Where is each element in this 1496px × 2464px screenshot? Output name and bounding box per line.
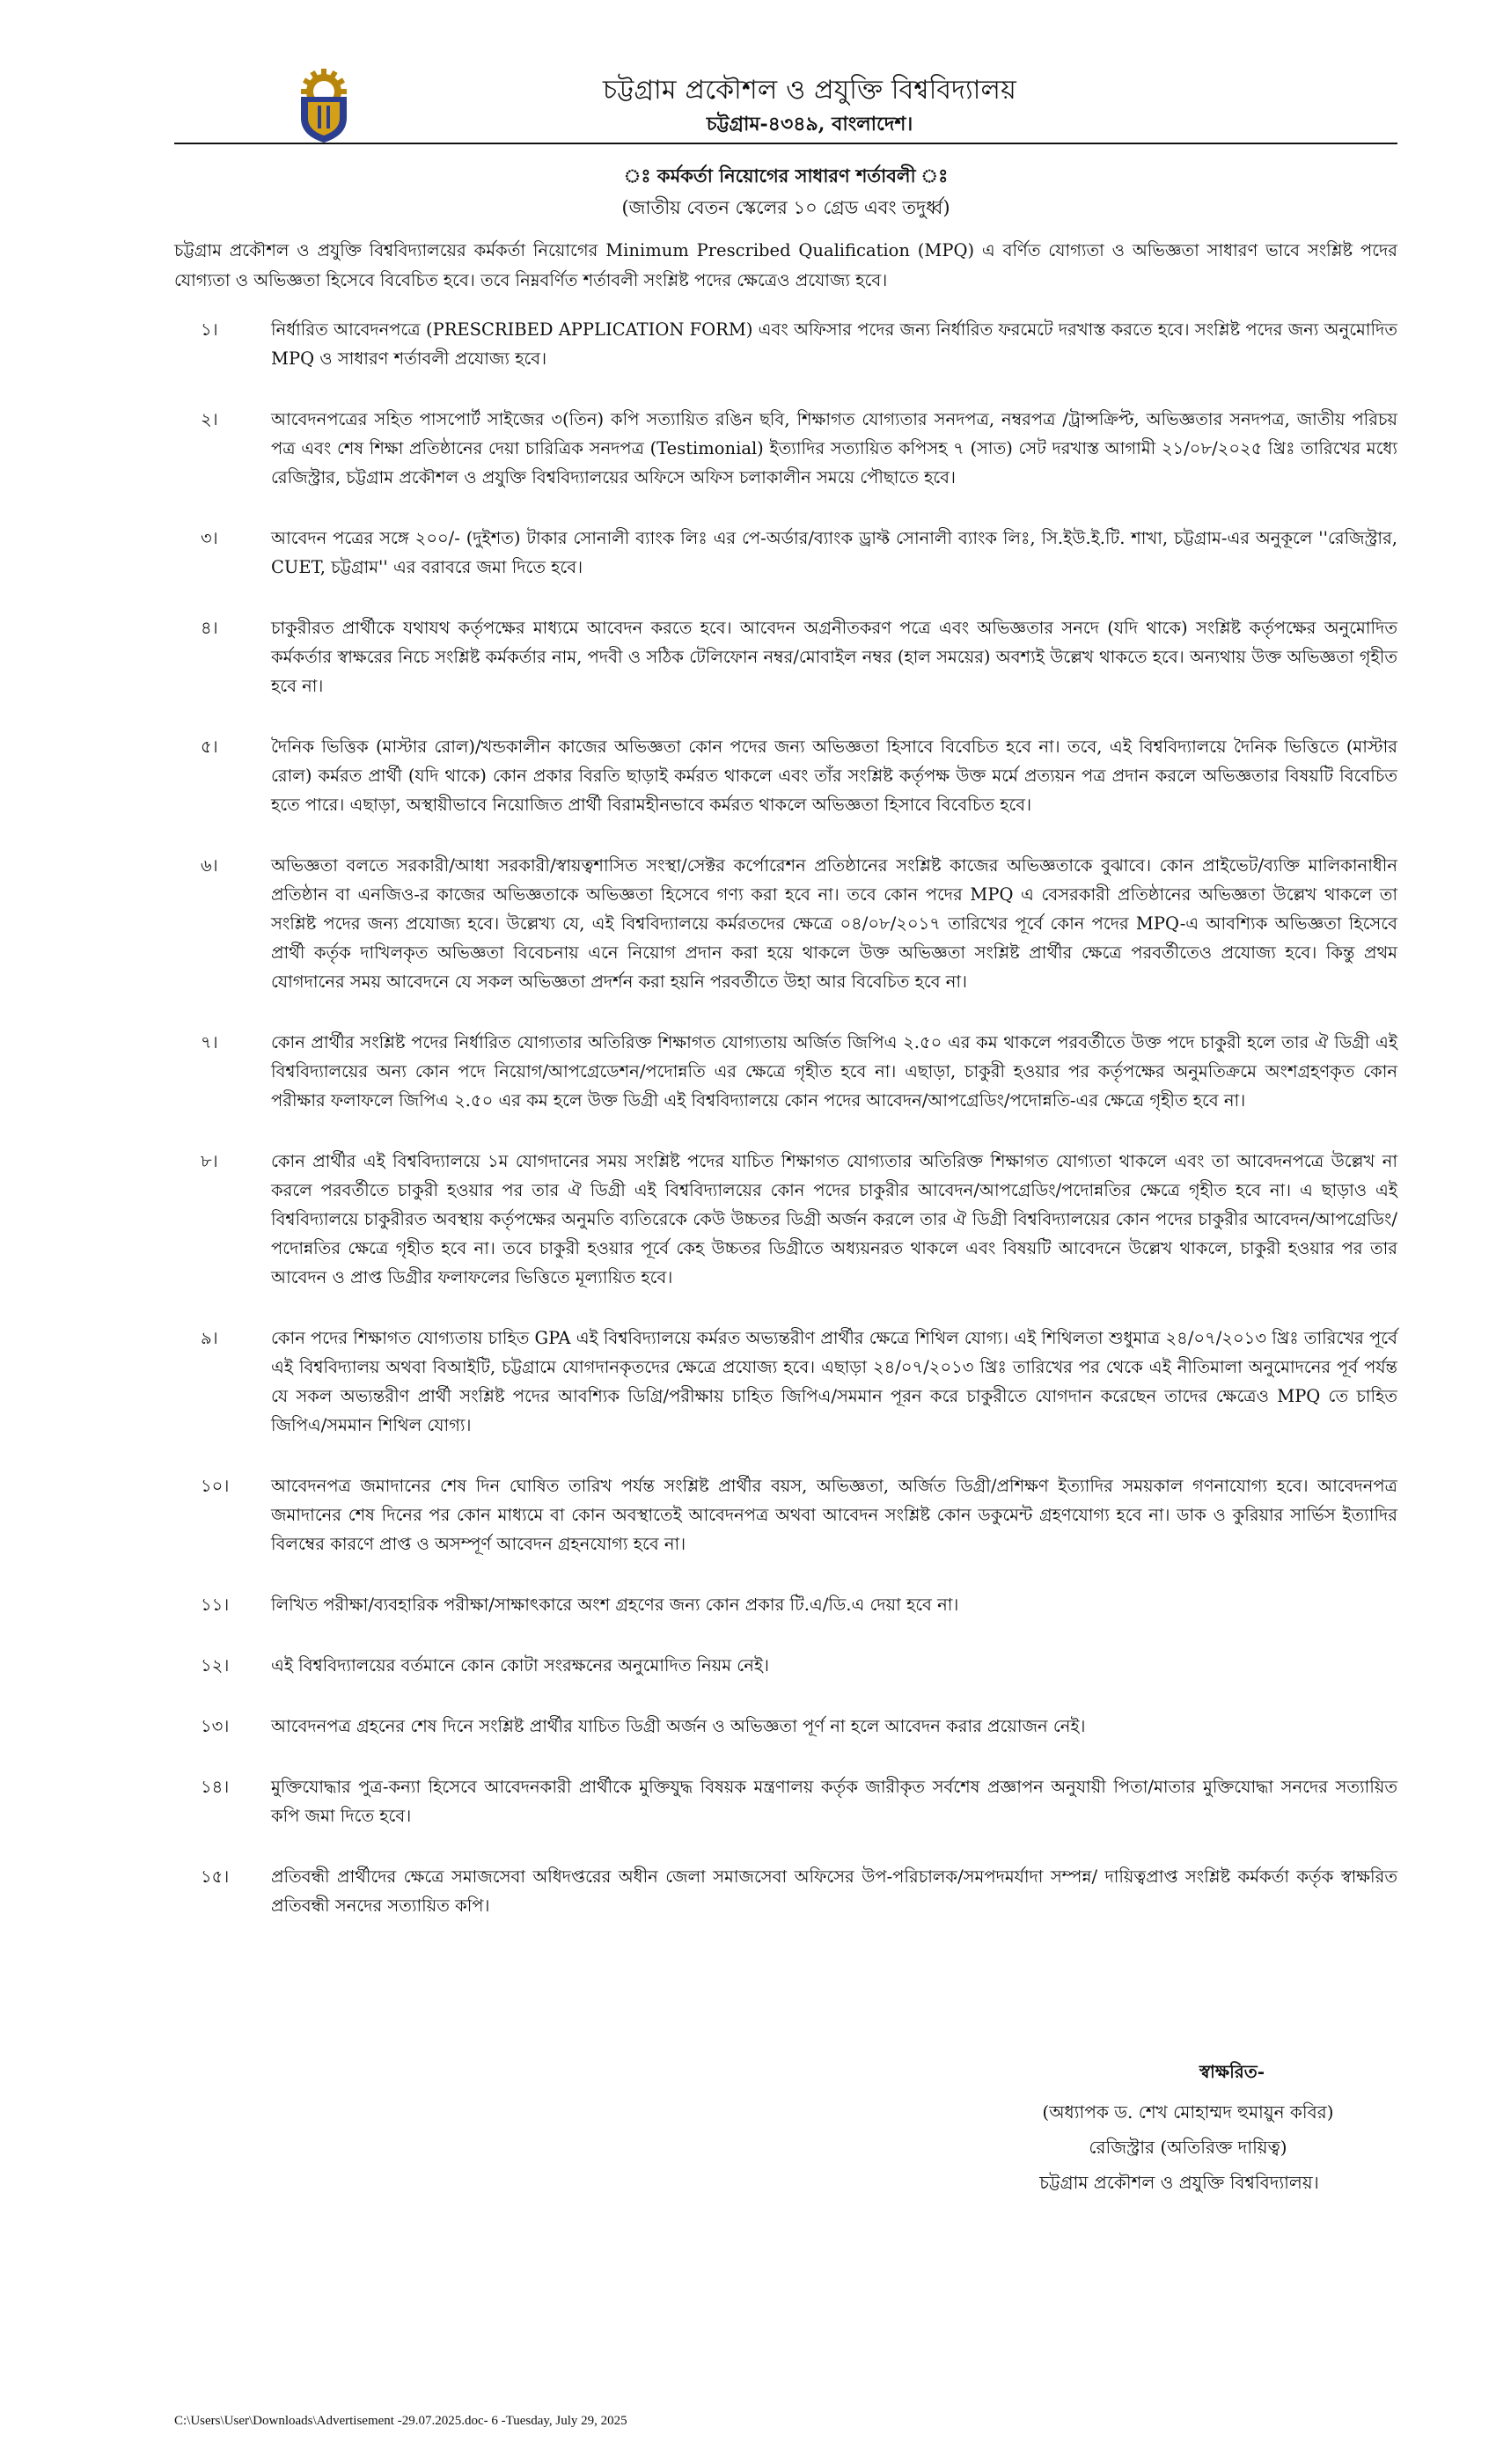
condition-text: কোন পদের শিক্ষাগত যোগ্যতায় চাহিত GPA এই বিশ্ববিদ্যালয়ে কর্মরত অভ্যন্তরীণ প্রার্থীর ক্ষেত্রে শিথিল যোগ্য। এই শিথিলতা শুধুমাত্র ২৪/০৭/২০১৩ খ্রিঃ তারিখের পূর্বে এই বিশ্ববিদ্যালয় অথবা বিআইটি, চট্টগ্রামে যোগদানকৃতদের ক্ষেত্রে প্রযোজ্য হবে। এছাড়া ২৪/০৭/২০১৩ খ্রিঃ তারিখের পর থেকে এই নীতিমালা অনুমোদনের পূর্ব পর্যন্ত যে সকল অভ্যন্তরীণ প্রার্থী সংশ্লিষ্ট পদের আবশ্যিক ডিগ্রি/পরীক্ষায় চাহিত জিপিএ/সমমান পূরন করে চাকুরীতে যোগদান করেছেন তাদের ক্ষেত্রেও MPQ তে চাহিত জিপিএ/সমমান শিথিল যোগ্য।: [271, 1328, 1397, 1435]
university-name: চট্টগ্রাম প্রকৌশল ও প্রযুক্তি বিশ্ববিদ্যালয়: [603, 75, 1016, 106]
condition-item: [174, 405, 1397, 492]
condition-number: ৮।: [201, 1151, 218, 1171]
condition-item: [174, 732, 1397, 819]
signatory-designation: রেজিস্ট্রার (অতিরিক্ত দায়িত্ব): [1089, 2137, 1287, 2158]
condition-text: নির্ধারিত আবেদনপত্রে (PRESCRIBED APPLICATION FORM) এবং অফিসার পদের জন্য নির্ধারিত ফরমেটে দরখাস্ত করতে হবে। সংশ্লিষ্ট পদের জন্য অনুমোদিত MPQ ও সাধারণ শর্তাবলী প্রযোজ্য হবে।: [271, 319, 1397, 369]
condition-number: ১৪।: [201, 1777, 230, 1797]
signatory-organization: চট্টগ্রাম প্রকৌশল ও প্রযুক্তি বিশ্ববিদ্যালয়।: [1039, 2172, 1319, 2193]
condition-text: লিখিত পরীক্ষা/ব্যবহারিক পরীক্ষা/সাক্ষাৎকারে অংশ গ্রহণের জন্য কোন প্রকার টি.এ/ডি.এ দেয়া হবে না।: [271, 1595, 959, 1615]
document-title: ঃ কর্মকর্তা নিয়োগের সাধারণ শর্তাবলী ঃ: [623, 165, 949, 187]
header-divider: [174, 143, 1397, 144]
condition-item: [174, 1772, 1397, 1830]
condition-item: [174, 1590, 1397, 1619]
condition-text: চাকুরীরত প্রার্থীকে যথাযথ কর্তৃপক্ষের মাধ্যমে আবেদন করতে হবে। আবেদন অগ্রনীতকরণ পত্রে এবং অভিজ্ঞতার সনদে (যদি থাকে) সংশ্লিষ্ট কর্তৃপক্ষের অনুমোদিত কর্মকর্তার স্বাক্ষরের নিচে সংশ্লিষ্ট কর্মকর্তার নাম, পদবী ও সঠিক টেলিফোন নম্বর/মোবাইল নম্বর (হাল সময়ের) অবশ্যই উল্লেখ থাকতে হবে। অন্যথায় উক্ত অভিজ্ঞতা গৃহীত হবে না।: [271, 618, 1397, 696]
condition-text: প্রতিবন্ধী প্রার্থীদের ক্ষেত্রে সমাজসেবা অধিদপ্তরের অধীন জেলা সমাজসেবা অফিসের উপ-পরিচালক/সমপদমর্যাদা সম্পন্ন/ দায়িত্বপ্রাপ্ত সংশ্লিষ্ট কর্মকর্তা কর্তৃক স্বাক্ষরিত প্রতিবন্ধী সনদের সত্যায়িত কপি।: [271, 1866, 1397, 1916]
condition-number: ৬।: [201, 855, 218, 876]
condition-number: ১।: [201, 319, 218, 340]
condition-item: [174, 851, 1397, 996]
condition-number: ৫।: [201, 737, 218, 757]
condition-item: [174, 524, 1397, 582]
condition-text: এই বিশ্ববিদ্যালয়ের বর্তমানে কোন কোটা সংরক্ষনের অনুমোদিত নিয়ম নেই।: [271, 1655, 769, 1676]
condition-text: আবেদনপত্র গ্রহনের শেষ দিনে সংশ্লিষ্ট প্রার্থীর যাচিত ডিগ্রী অর্জন ও অভিজ্ঞতা পূর্ণ না হলে আবেদন করার প্রয়োজন নেই।: [271, 1716, 1086, 1736]
condition-text: কোন প্রার্থীর এই বিশ্ববিদ্যালয়ে ১ম যোগদানের সময় সংশ্লিষ্ট পদের যাচিত শিক্ষাগত যোগ্যতার অতিরিক্ত শিক্ষাগত যোগ্যতা থাকলে এবং তা আবেদনপত্রে উল্লেখ না করলে পরবর্তীতে চাকুরী হওয়ার পর তার ঐ ডিগ্রী এই বিশ্ববিদ্যালয়ের কোন পদের চাকুরীর আবেদন/আপগ্রেডিং/পদোন্নতির ক্ষেত্রে গৃহীত হবে না। এ ছাড়াও এই বিশ্ববিদ্যালয়ে চাকুরীরত অবস্থায় কর্তৃপক্ষের অনুমতি ব্যতিরেকে কেউ উচ্চতর ডিগ্রী অর্জন করলে তার ঐ ডিগ্রী বিশ্ববিদ্যালয়ের কোন পদের চাকুরীর আবেদন/আপগ্রেডিং/পদোন্নতির ক্ষেত্রে গৃহীত হবে না। তবে চাকুরী হওয়ার পূর্বে কেহ উচ্চতর ডিগ্রীতে অধ্যয়নরত থাকলে এবং বিষয়টি আবেদনে উল্লেখ থাকলে, চাকুরী হওয়ার পর তার আবেদন ও প্রাপ্ত ডিগ্রীর ফলাফলের ভিত্তিতে মূল্যায়িত হবে।: [271, 1151, 1397, 1287]
condition-number: ৪।: [201, 618, 218, 638]
condition-text: মুক্তিযোদ্ধার পুত্র-কন্যা হিসেবে আবেদনকারী প্রার্থীকে মুক্তিযুদ্ধ বিষয়ক মন্ত্রণালয় কর্তৃক জারীকৃত সর্বশেষ প্রজ্ঞাপন অনুযায়ী পিতা/মাতার মুক্তিযোদ্ধা সনদের সত্যায়িত কপি জমা দিতে হবে।: [271, 1777, 1397, 1826]
condition-number: ৯।: [201, 1328, 218, 1348]
condition-item: [174, 613, 1397, 700]
condition-number: ১১।: [201, 1595, 230, 1615]
condition-item: [174, 1147, 1397, 1292]
condition-text: কোন প্রার্থীর সংশ্লিষ্ট পদের নির্ধারিত যোগ্যতার অতিরিক্ত শিক্ষাগত যোগ্যতায় অর্জিত জিপিএ ২.৫০ এর কম থাকলে পরবর্তীতে উক্ত পদে চাকুরী হলে তার ঐ ডিগ্রী এই বিশ্ববিদ্যালয়ের অন্য কোন পদে নিয়োগ/আপগ্রেডেশন/পদোন্নতি এর ক্ষেত্রে গৃহীত হবে না। এছাড়া, চাকুরী হওয়ার পর কর্তৃপক্ষের অনুমতিক্রমে অংশগ্রহণকৃত কোন পরীক্ষার ফলাফলে জিপিএ ২.৫০ এর কম হলে উক্ত ডিগ্রী এই বিশ্ববিদ্যালয়ে কোন পদের আবেদন/আপগ্রেডিং/পদোন্নতি-এর ক্ষেত্রে গৃহীত হবে না।: [271, 1032, 1397, 1111]
condition-number: ৩।: [201, 528, 218, 548]
condition-text: আবেদনপত্র জমাদানের শেষ দিন ঘোষিত তারিখ পর্যন্ত সংশ্লিষ্ট প্রার্থীর বয়স, অভিজ্ঞতা, অর্জিত ডিগ্রী/প্রশিক্ষণ ইত্যাদির সময়কাল গণনাযোগ্য হবে। আবেদনপত্র জমাদানের শেষ দিনের পর কোন মাধ্যমে বা কোন অবস্থাতেই আবেদনপত্র অথবা আবেদন সংশ্লিষ্ট কোন ডকুমেন্ট গ্রহণযোগ্য হবে না। ডাক ও কুরিয়ার সার্ভিস ইত্যাদির বিলম্বের কারণে প্রাপ্ত ও অসম্পূর্ণ আবেদন গ্রহনযোগ্য হবে না।: [271, 1476, 1397, 1554]
condition-number: ১৫।: [201, 1866, 230, 1887]
file-path-footer: C:\Users\User\Downloads\Advertisement -29.07.2025.doc- 6 -Tuesday, July 29, 2025: [174, 2414, 627, 2428]
condition-text: আবেদনপত্রের সহিত পাসপোর্ট সাইজের ৩(তিন) কপি সত্যায়িত রঙিন ছবি, শিক্ষাগত যোগ্যতার সনদপত্র, নম্বরপত্র /ট্রান্সক্রিপ্ট, অভিজ্ঞতার সনদপত্র, জাতীয় পরিচয় পত্র এবং শেষ শিক্ষা প্রতিষ্ঠানের দেয়া চারিত্রিক সনদপত্র (Testimonial) ইত্যাদির সত্যায়িত কপিসহ ৭ (সাত) সেট দরখাস্ত আগামী ২১/০৮/২০২৫ খ্রিঃ তারিখের মধ্যে রেজিস্ট্রার, চট্টগ্রাম প্রকৌশল ও প্রযুক্তি বিশ্ববিদ্যালয়ের অফিসে অফিস চলাকালীন সময়ে পৌছাতে হবে।: [271, 409, 1397, 488]
condition-item: [174, 1862, 1397, 1920]
condition-item: [174, 1651, 1397, 1680]
university-address: চট্টগ্রাম-৪৩৪৯, বাংলাদেশ।: [706, 113, 913, 136]
condition-number: ২।: [201, 409, 218, 429]
condition-number: ১৩।: [201, 1716, 230, 1736]
conditions-list: [174, 303, 1397, 1920]
condition-number: ১২।: [201, 1655, 230, 1676]
document-subtitle: (জাতীয় বেতন স্কেলের ১০ গ্রেড এবং তদুর্ধ্ব): [621, 197, 950, 218]
signatory-name: (অধ্যাপক ড. শেখ মোহাম্মদ হুমায়ুন কবির): [1042, 2101, 1334, 2123]
signature-label: স্বাক্ষরিত-: [1199, 2061, 1265, 2082]
condition-item: [174, 1712, 1397, 1741]
intro-paragraph: চট্টগ্রাম প্রকৌশল ও প্রযুক্তি বিশ্ববিদ্যালয়ের কর্মকর্তা নিয়োগের Minimum Prescribed Qualification (MPQ) এ বর্ণিত যোগ্যতা ও অভিজ্ঞতা সাধারণ ভাবে সংশ্লিষ্ট পদের যোগ্যতা ও অভিজ্ঞতা হিসেবে বিবেচিত হবে। তবে নিম্নবর্ণিত শর্তাবলী সংশ্লিষ্ট পদের ক্ষেত্রেও প্রযোজ্য হবে।: [174, 240, 1397, 290]
condition-text: অভিজ্ঞতা বলতে সরকারী/আধা সরকারী/স্বায়ত্বশাসিত সংস্থা/সেক্টর কর্পোরেশন প্রতিষ্ঠানের সংশ্লিষ্ট কাজের অভিজ্ঞতাকে বুঝাবে। কোন প্রাইভেট/ব্যক্তি মালিকানাধীন প্রতিষ্ঠান বা এনজিও-র কাজের অভিজ্ঞতাকে অভিজ্ঞতা হিসেবে গণ্য করা হবে না। তবে কোন পদের MPQ এ বেসরকারী প্রতিষ্ঠানের অভিজ্ঞতা উল্লেখ থাকলে তা সংশ্লিষ্ট পদের জন্য প্রযোজ্য হবে। উল্লেখ্য যে, এই বিশ্ববিদ্যালয়ে কর্মরতদের ক্ষেত্রে ০৪/০৮/২০১৭ তারিখের পূর্বে কোন পদের MPQ-এ আবশ্যিক অভিজ্ঞতা হিসেবে প্রার্থী কর্তৃক দাখিলকৃত অভিজ্ঞতা বিবেচনায় এনে নিয়োগ প্রদান করা হয়ে থাকলে উক্ত অভিজ্ঞতা সংশ্লিষ্ট প্রার্থীর ক্ষেত্রে পরবর্তীতেও প্রযোজ্য হবে। কিন্তু প্রথম যোগদানের সময় আবেদনে যে সকল অভিজ্ঞতা প্রদর্শন করা হয়নি পরবর্তীতে উহা আর বিবেচিত হবে না।: [271, 855, 1397, 992]
condition-item: [174, 1028, 1397, 1115]
condition-text: আবেদন পত্রের সঙ্গে ২০০/- (দুইশত) টাকার সোনালী ব্যাংক লিঃ এর পে-অর্ডার/ব্যাংক ড্রাফ্ট সোনালী ব্যাংক লিঃ, সি.ইউ.ই.টি. শাখা, চট্টগ্রাম-এর অনুকূলে ''রেজিস্ট্রার, CUET, চট্টগ্রাম'' এর বরাবরে জমা দিতে হবে।: [271, 528, 1397, 577]
condition-item: [174, 1324, 1397, 1440]
university-crest-icon: [289, 67, 359, 144]
condition-text: দৈনিক ভিত্তিক (মাস্টার রোল)/খন্ডকালীন কাজের অভিজ্ঞতা কোন পদের জন্য অভিজ্ঞতা হিসাবে বিবেচিত হবে না। তবে, এই বিশ্ববিদ্যালয়ে দৈনিক ভিত্তিতে (মাস্টার রোল) কর্মরত প্রার্থী (যদি থাকে) কোন প্রকার বিরতি ছাড়াই কর্মরত থাকলে এবং তাঁর সংশ্লিষ্ট কর্তৃপক্ষ উক্ত মর্মে প্রত্যয়ন পত্র প্রদান করলে অভিজ্ঞতার বিষয়টি বিবেচিত হতে পারে। এছাড়া, অস্থায়ীভাবে নিয়োজিত প্রার্থী বিরামহীনভাবে কর্মরত থাকলে অভিজ্ঞতা হিসাবে বিবেচিত হবে।: [271, 737, 1397, 815]
condition-item: [174, 315, 1397, 373]
condition-number: ১০।: [201, 1476, 230, 1496]
condition-item: [174, 1471, 1397, 1558]
condition-number: ৭।: [201, 1032, 218, 1052]
